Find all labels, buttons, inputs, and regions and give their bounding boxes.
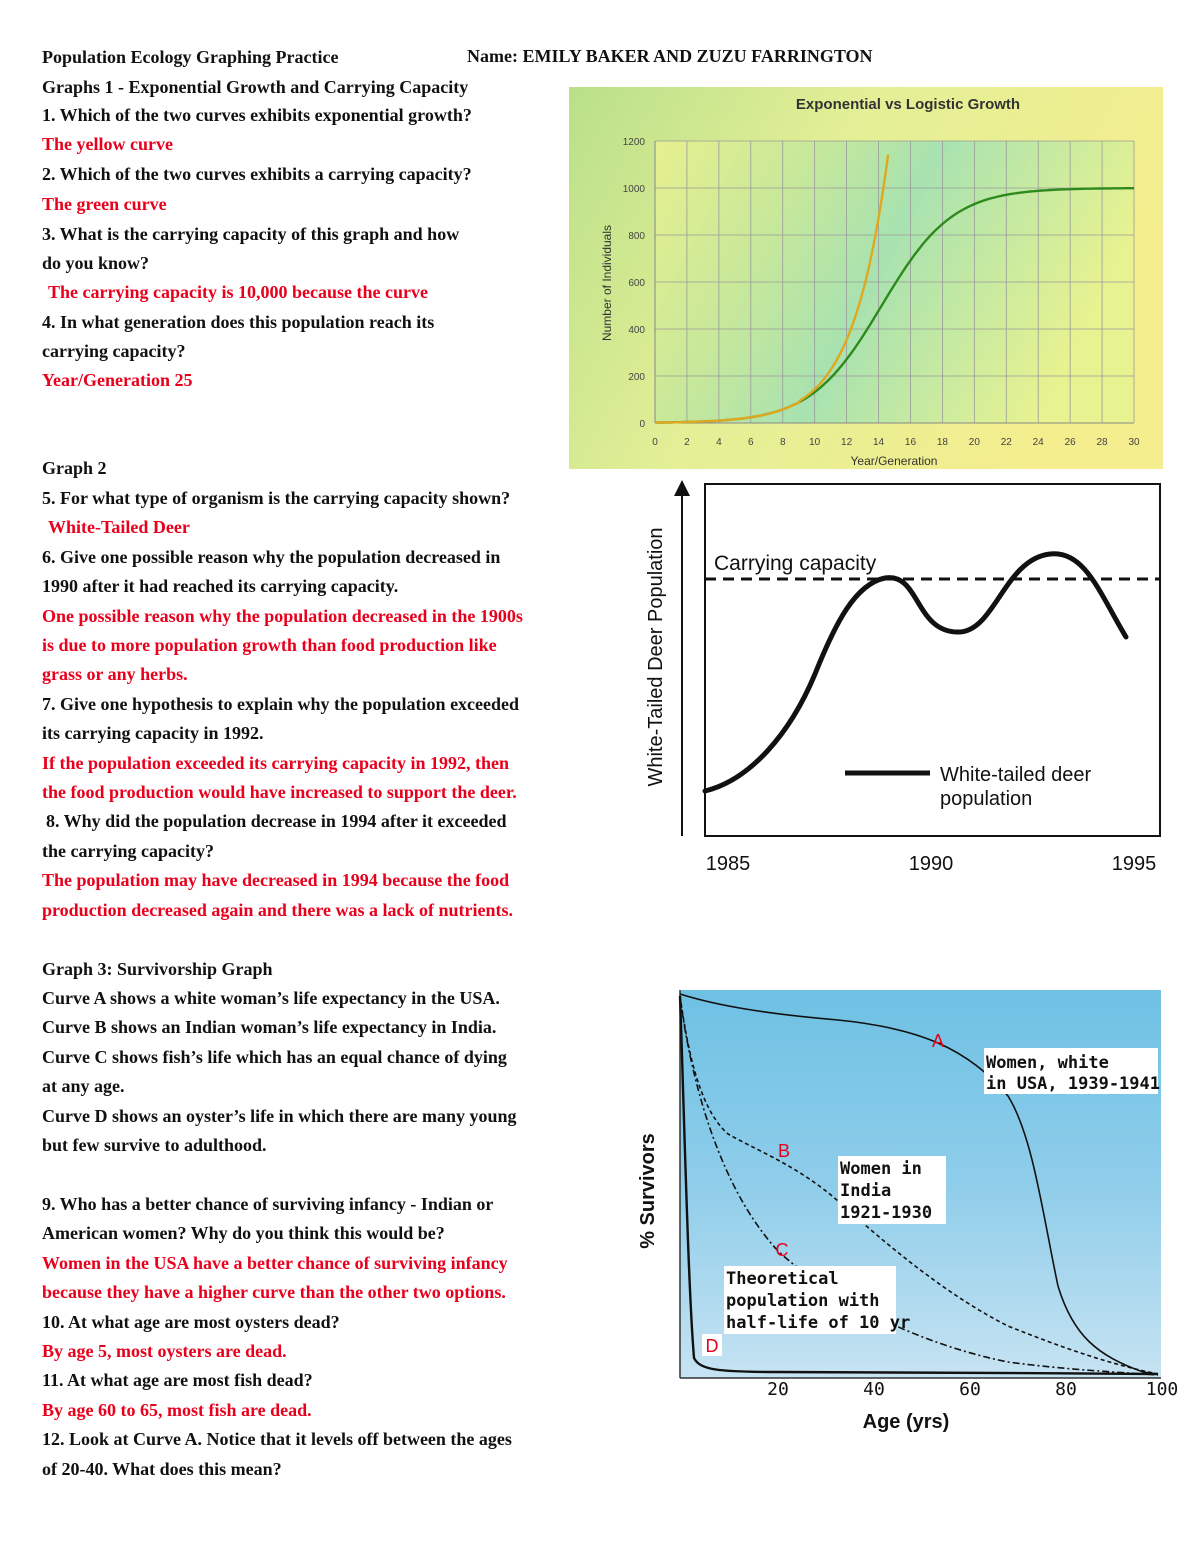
document-title: Population Ecology Graphing Practice <box>42 47 339 67</box>
curve-c-description-line1: Curve C shows fish’s life which has an equal chance of dying <box>42 1047 507 1067</box>
x-tick-1985: 1985 <box>705 853 751 875</box>
figure1-x-tick: 26 <box>1064 437 1076 448</box>
figure1-y-tick: 0 <box>639 419 645 430</box>
survivorship-figure <box>628 986 1188 1446</box>
figure1-x-tick: 2 <box>684 437 690 448</box>
question-8-line2: the carrying capacity? <box>42 841 214 861</box>
note-b-line2: India <box>840 1181 892 1201</box>
question-2: 2. Which of the two curves exhibits a carrying capacity? <box>42 164 472 184</box>
question-4-line1: 4. In what generation does this population reach its <box>42 312 435 332</box>
figure1-x-tick: 0 <box>652 437 658 448</box>
question-3-line2: do you know? <box>42 253 150 273</box>
answer-7-line2: the food production would have increased to support the deer. <box>42 782 517 802</box>
figure1-x-tick: 8 <box>779 437 786 448</box>
x-tick-40: 40 <box>863 1379 885 1400</box>
figure1-title: Exponential vs Logistic Growth <box>795 96 1021 113</box>
answer-1: The yellow curve <box>42 134 173 154</box>
curve-b-description: Curve B shows an Indian woman’s life expectancy in India. <box>42 1017 497 1037</box>
y-axis-arrow-icon <box>674 480 690 496</box>
note-a-line2: in USA, 1939-1941 <box>986 1074 1160 1094</box>
x-tick-1990: 1990 <box>908 853 954 875</box>
deer-population-figure <box>630 474 1170 886</box>
answer-6-line2: is due to more population growth than food production like <box>42 635 497 655</box>
curve-d-label: D <box>705 1336 719 1356</box>
x-tick-20: 20 <box>767 1379 789 1400</box>
figure1-xlabel: Year/Generation <box>850 454 938 468</box>
curve-b-label: B <box>777 1141 791 1161</box>
question-7-line2: its carrying capacity in 1992. <box>42 723 264 743</box>
figure1-x-tick: 16 <box>904 437 917 448</box>
x-tick-1995: 1995 <box>1111 853 1157 875</box>
legend-label-line2: population <box>940 788 1033 810</box>
figure1-x-tick: 18 <box>936 437 948 448</box>
figure3-ylabel: % Survivors <box>637 1133 659 1249</box>
question-6-line2: 1990 after it had reached its carrying capacity. <box>42 576 399 596</box>
curve-d-description-line2: but few survive to adulthood. <box>42 1135 267 1155</box>
note-c-line3: half-life of 10 yr <box>726 1313 911 1333</box>
x-tick-80: 80 <box>1055 1379 1077 1400</box>
figure1-x-tick: 20 <box>968 437 980 448</box>
curve-a-description: Curve A shows a white woman’s life expectancy in the USA. <box>42 988 500 1008</box>
figure1-y-tick: 1000 <box>622 184 645 195</box>
note-c-line1: Theoretical <box>726 1269 839 1289</box>
figure1-y-tick: 400 <box>628 325 645 336</box>
figure1-x-tick: 28 <box>1096 437 1108 448</box>
answer-8-line1: The population may have decreased in 1994 because the food <box>42 870 510 890</box>
legend-label-line1: White-tailed deer <box>940 764 1092 786</box>
question-7-line1: 7. Give one hypothesis to explain why the population exceeded <box>42 694 520 714</box>
answer-11: By age 60 to 65, most fish are dead. <box>42 1400 312 1420</box>
answer-10: By age 5, most oysters are dead. <box>42 1341 287 1361</box>
figure1-ylabel: Number of Individuals <box>600 224 614 342</box>
x-tick-60: 60 <box>959 1379 981 1400</box>
note-a-line1: Women, white <box>986 1053 1109 1073</box>
note-c-line2: population with <box>726 1291 880 1311</box>
answer-9-line1: Women in the USA have a better chance of surviving infancy <box>42 1253 508 1273</box>
question-4-line2: carrying capacity? <box>42 341 186 361</box>
question-3-line1: 3. What is the carrying capacity of this graph and how <box>42 224 460 244</box>
figure1-y-tick: 200 <box>628 372 645 383</box>
figure1-x-tick: 12 <box>841 437 853 448</box>
answer-4: Year/Generation 25 <box>42 370 193 390</box>
curve-c-label: C <box>775 1240 789 1260</box>
answer-7-line1: If the population exceeded its carrying capacity in 1992, then <box>42 753 509 773</box>
question-12-line1: 12. Look at Curve A. Notice that it levels off between the ages <box>42 1429 512 1449</box>
question-11: 11. At what age are most fish dead? <box>42 1370 313 1390</box>
carrying-capacity-label: Carrying capacity <box>714 552 877 575</box>
question-10: 10. At what age are most oysters dead? <box>42 1312 340 1332</box>
x-tick-100: 100 <box>1145 1379 1179 1400</box>
note-b-line3: 1921-1930 <box>840 1203 933 1223</box>
figure1-x-tick: 4 <box>716 437 722 448</box>
answer-3: The carrying capacity is 10,000 because the curve <box>48 282 428 302</box>
answer-8-line2: production decreased again and there was a lack of nutrients. <box>42 900 514 920</box>
answer-2: The green curve <box>42 194 167 214</box>
figure3-xlabel: Age (yrs) <box>862 1411 950 1433</box>
figure1-x-tick: 14 <box>872 437 885 448</box>
answer-5: White-Tailed Deer <box>48 517 190 537</box>
figure1-y-tick: 800 <box>628 231 645 242</box>
curve-d-description-line1: Curve D shows an oyster’s life in which there are many young <box>42 1106 517 1126</box>
figure1-x-tick: 24 <box>1032 437 1044 448</box>
note-b-line1: Women in <box>840 1159 922 1179</box>
section2-heading: Graph 2 <box>42 458 107 478</box>
question-12-line2: of 20-40. What does this mean? <box>42 1459 282 1479</box>
question-9-line2: American women? Why do you think this would be? <box>42 1223 445 1243</box>
answer-6-line3: grass or any herbs. <box>42 664 188 684</box>
figure2-plot-area <box>705 484 1160 836</box>
question-5: 5. For what type of organism is the carrying capacity shown? <box>42 488 511 508</box>
answer-6-line1: One possible reason why the population decreased in the 1900s <box>42 606 523 626</box>
figure1-x-tick: 6 <box>748 437 754 448</box>
figure1-x-tick: 22 <box>1000 437 1012 448</box>
question-9-line1: 9. Who has a better chance of surviving infancy - Indian or <box>42 1194 494 1214</box>
figure1-y-tick: 1200 <box>622 137 645 148</box>
exponential-vs-logistic-figure <box>569 87 1163 469</box>
question-1: 1. Which of the two curves exhibits exponential growth? <box>42 105 472 125</box>
curve-a-label: A <box>931 1031 945 1051</box>
section1-heading: Graphs 1 - Exponential Growth and Carrying Capacity <box>42 77 469 97</box>
curve-c-description-line2: at any age. <box>42 1076 125 1096</box>
figure1-x-tick: 10 <box>809 437 821 448</box>
figure1-y-tick: 600 <box>628 278 645 289</box>
figure1-x-tick: 30 <box>1128 437 1140 448</box>
question-8-line1: 8. Why did the population decrease in 1994 after it exceeded <box>46 811 507 831</box>
student-names: Name: EMILY BAKER AND ZUZU FARRINGTON <box>467 46 873 66</box>
section3-heading: Graph 3: Survivorship Graph <box>42 959 273 979</box>
question-6-line1: 6. Give one possible reason why the population decreased in <box>42 547 501 567</box>
answer-9-line2: because they have a higher curve than the other two options. <box>42 1282 506 1302</box>
figure2-ylabel: White-Tailed Deer Population <box>645 527 667 787</box>
